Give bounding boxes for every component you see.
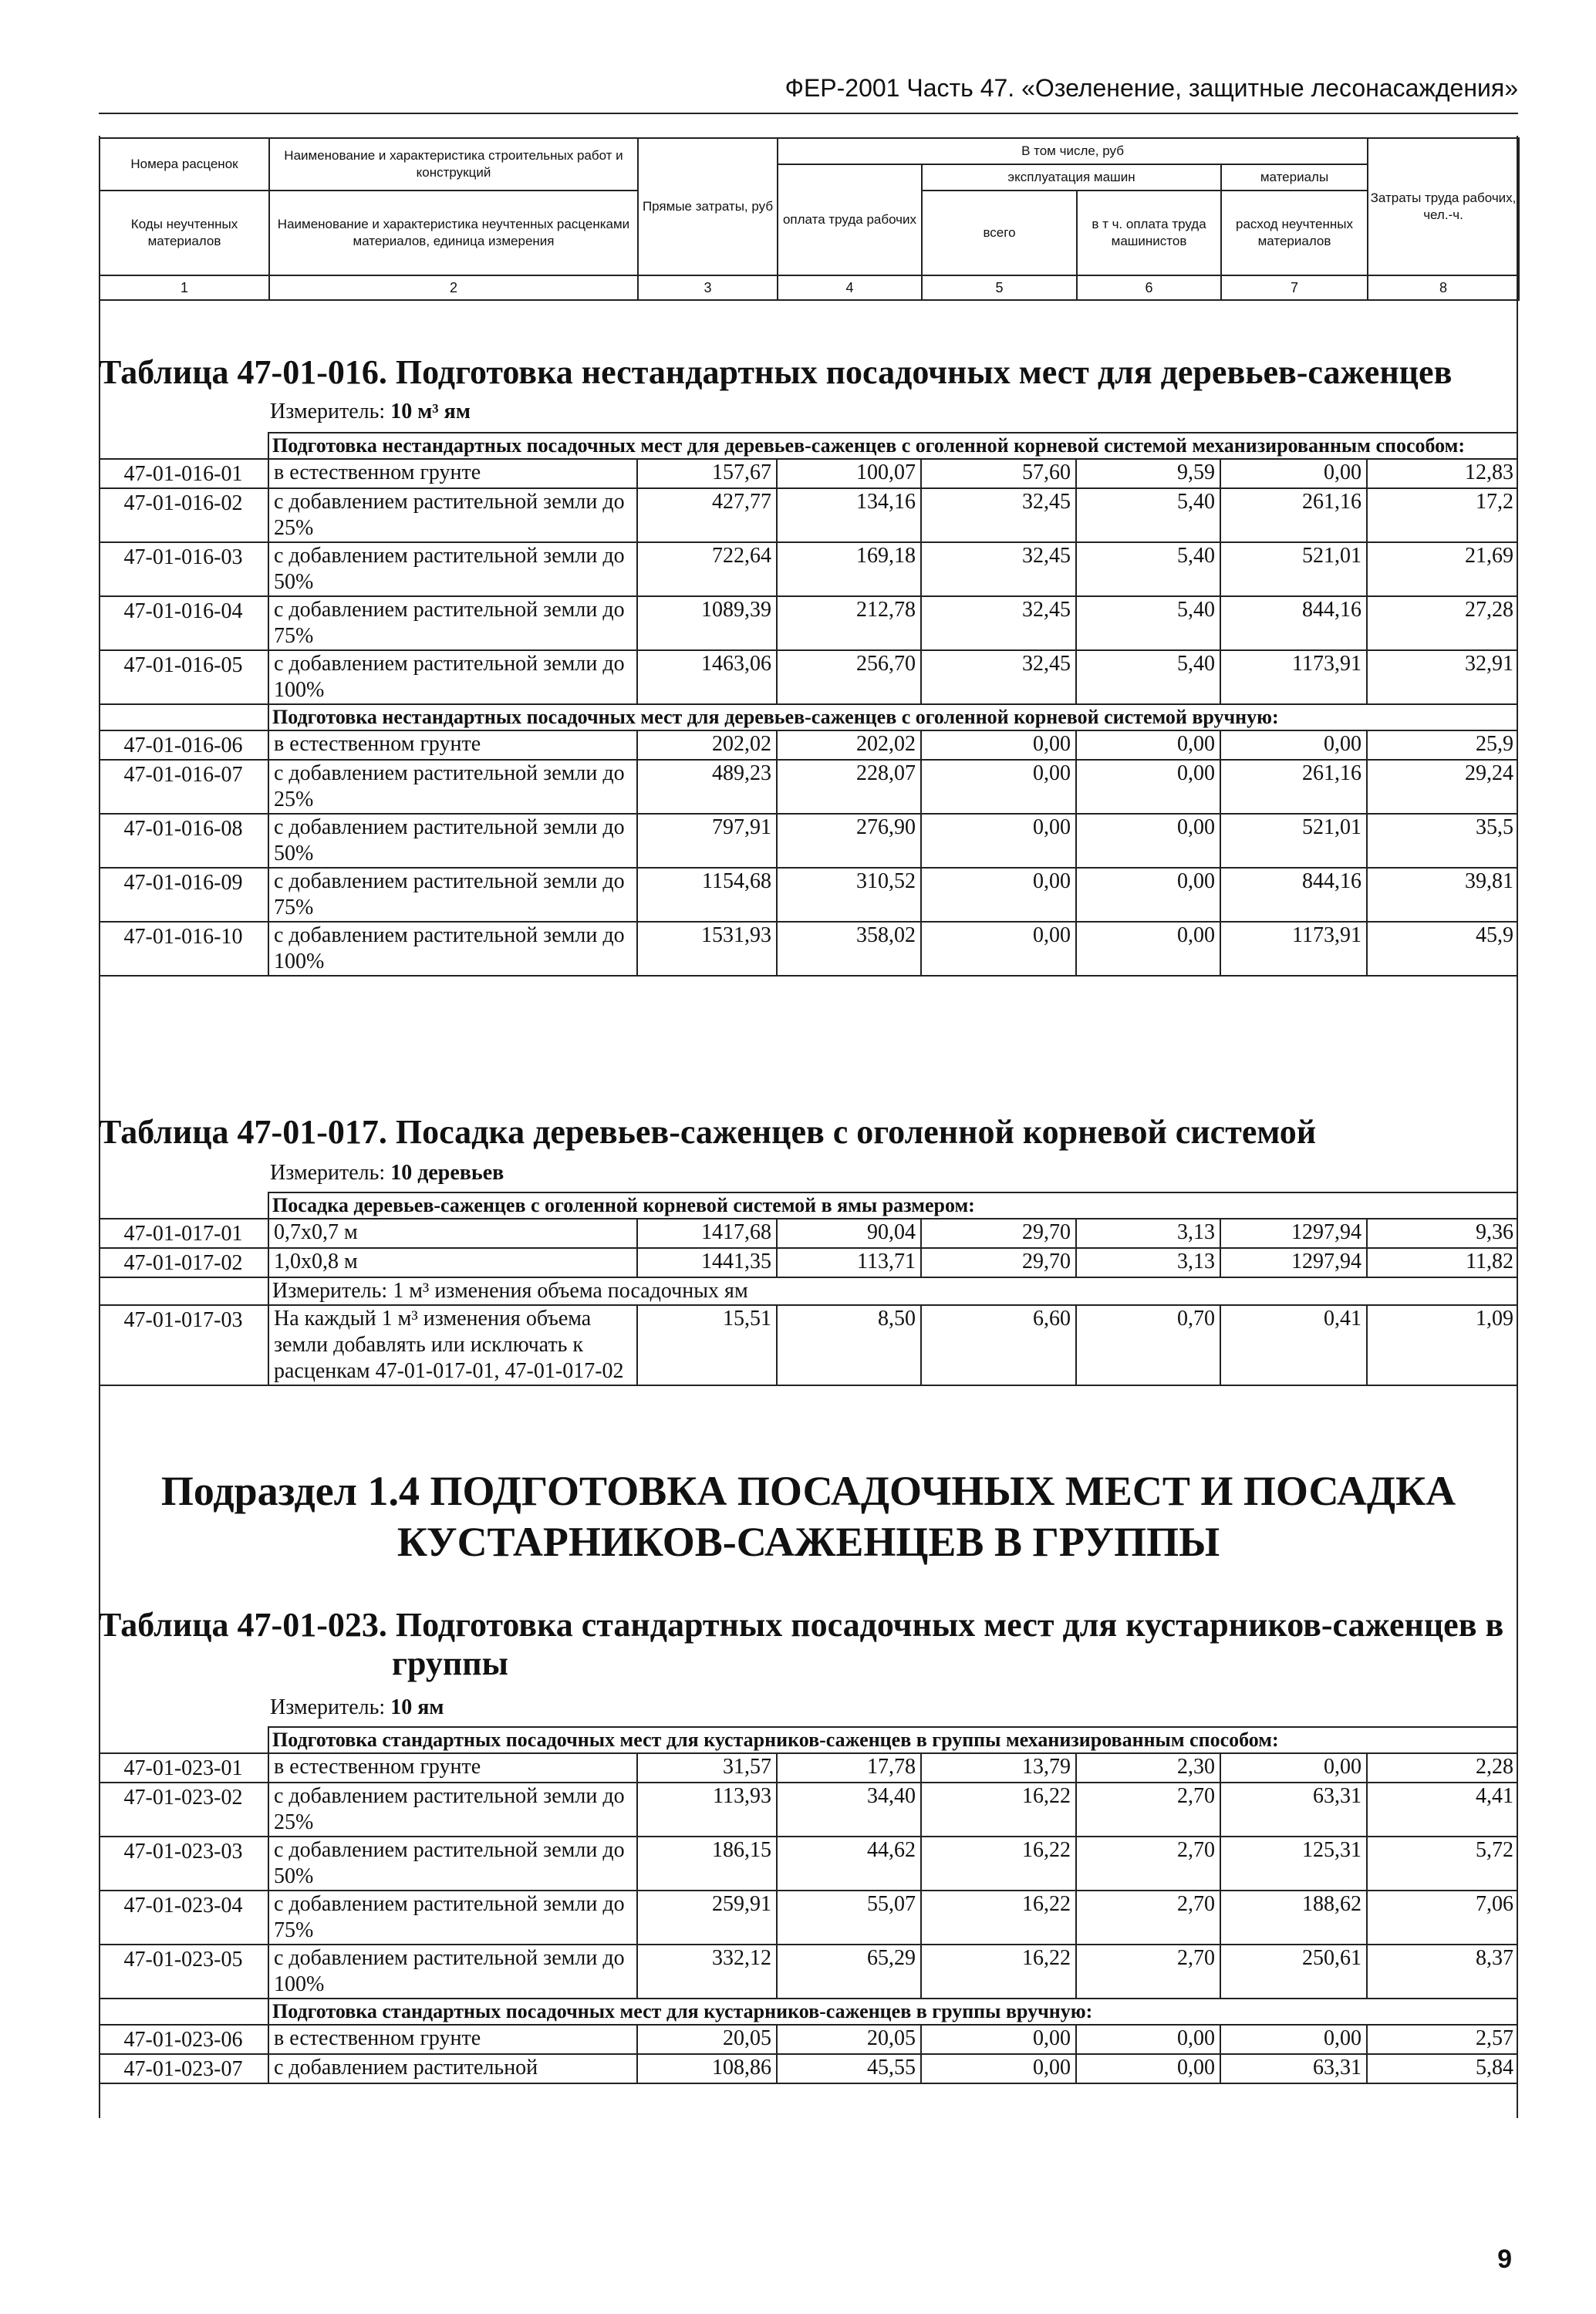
cell-value: 5,40 [1076, 542, 1220, 596]
table-016-group-mechanized: Подготовка нестандартных посадочных мест для деревьев-саженцев с оголенной корневой системой механизированным способом: [268, 433, 1518, 459]
table-row [99, 459, 1518, 488]
work-name: с добавлением растительной [268, 2054, 637, 2083]
work-name: в естественном грунте [268, 2025, 637, 2054]
table-row [99, 488, 1518, 542]
table-017 [99, 1192, 1518, 1386]
cell-value: 1297,94 [1220, 1219, 1367, 1248]
rate-code: 47-01-017-02 [99, 1248, 268, 1277]
cell-value: 35,5 [1367, 814, 1518, 868]
col-name-bottom: Наименование и характеристика неучтенных расценками материалов, единица измерения [269, 191, 638, 275]
col-number: 3 [638, 275, 778, 300]
cell-value: 202,02 [777, 730, 921, 760]
cell-value: 797,91 [637, 814, 777, 868]
table-row [99, 2025, 1518, 2054]
table-016 [99, 432, 1518, 977]
cell-value: 0,00 [1220, 2025, 1367, 2054]
cell-value: 1173,91 [1220, 922, 1367, 976]
col-number: 5 [922, 275, 1077, 300]
cell-value: 21,69 [1367, 542, 1518, 596]
cell-value: 1417,68 [637, 1219, 777, 1248]
cell-value: 3,13 [1076, 1219, 1220, 1248]
cell-value: 134,16 [777, 488, 921, 542]
cell-value: 7,06 [1367, 1891, 1518, 1945]
table-row [99, 1248, 1518, 1277]
rate-code: 47-01-023-07 [99, 2054, 268, 2083]
cell-value: 17,78 [777, 1753, 921, 1783]
cell-value: 261,16 [1220, 760, 1367, 814]
work-name: с добавлением растительной земли до 75% [268, 596, 637, 650]
col-machines: эксплуатация машин [922, 164, 1221, 191]
cell-value: 1531,93 [637, 922, 777, 976]
cell-value: 39,81 [1367, 868, 1518, 922]
col-number: 6 [1077, 275, 1221, 300]
cell-value: 45,9 [1367, 922, 1518, 976]
cell-value: 2,28 [1367, 1753, 1518, 1783]
table-023-title-line-2: группы [392, 1644, 508, 1682]
cell-value: 31,57 [637, 1753, 777, 1783]
work-name: в естественном грунте [268, 459, 637, 488]
col-labor-cost: Затраты труда рабочих, чел.-ч. [1368, 138, 1519, 275]
cell-value: 0,00 [1076, 730, 1220, 760]
table-row [99, 760, 1518, 814]
cell-value: 5,40 [1076, 488, 1220, 542]
cell-value: 17,2 [1367, 488, 1518, 542]
cell-value: 2,70 [1076, 1837, 1220, 1891]
table-023 [99, 1726, 1518, 2084]
work-name: с добавлением растительной земли до 50% [268, 1837, 637, 1891]
cell-value: 188,62 [1220, 1891, 1367, 1945]
page-number: 9 [1497, 2245, 1512, 2274]
table-row [99, 1945, 1518, 1999]
cell-value: 0,00 [921, 2025, 1076, 2054]
cell-value: 29,70 [921, 1219, 1076, 1248]
rate-code: 47-01-016-05 [99, 650, 268, 704]
rate-code: 47-01-023-03 [99, 1837, 268, 1891]
table-023-measure [270, 1695, 444, 1720]
cell-value: 11,82 [1367, 1248, 1518, 1277]
cell-value: 521,01 [1220, 542, 1367, 596]
work-name: в естественном грунте [268, 730, 637, 760]
cell-value: 2,57 [1367, 2025, 1518, 2054]
cell-value: 0,00 [921, 814, 1076, 868]
table-row [99, 542, 1518, 596]
cell-value: 32,45 [921, 650, 1076, 704]
rate-code: 47-01-023-05 [99, 1945, 268, 1999]
cell-value: 113,71 [777, 1248, 921, 1277]
cell-value: 13,79 [921, 1753, 1076, 1783]
cell-value: 55,07 [777, 1891, 921, 1945]
cell-value: 2,70 [1076, 1891, 1220, 1945]
cell-value: 1297,94 [1220, 1248, 1367, 1277]
col-direct: Прямые затраты, руб [638, 138, 778, 275]
rate-code: 47-01-016-08 [99, 814, 268, 868]
cell-value: 32,45 [921, 596, 1076, 650]
cell-value: 844,16 [1220, 868, 1367, 922]
cell-value: 100,07 [777, 459, 921, 488]
column-header-table [99, 137, 1520, 301]
work-name: с добавлением растительной земли до 75% [268, 868, 637, 922]
cell-value: 0,00 [921, 760, 1076, 814]
cell-value: 44,62 [777, 1837, 921, 1891]
header-rule [99, 113, 1518, 114]
rate-code: 47-01-016-04 [99, 596, 268, 650]
table-023-title-line-1: Таблица 47-01-023. Подготовка стандартных посадочных мест для кустарников-саженцев в [99, 1606, 1504, 1644]
cell-value: 20,05 [637, 2025, 777, 2054]
cell-value: 4,41 [1367, 1783, 1518, 1837]
table-016-measure [270, 400, 471, 424]
table-row [99, 1891, 1518, 1945]
col-number: 7 [1221, 275, 1368, 300]
table-023-group-manual: Подготовка стандартных посадочных мест для кустарников-саженцев в группы вручную: [268, 1999, 1518, 2025]
rate-code: 47-01-016-07 [99, 760, 268, 814]
cell-value: 256,70 [777, 650, 921, 704]
cell-value: 250,61 [1220, 1945, 1367, 1999]
cell-value: 29,24 [1367, 760, 1518, 814]
cell-value: 16,22 [921, 1783, 1076, 1837]
table-row [99, 922, 1518, 976]
cell-value: 1,09 [1367, 1305, 1518, 1385]
cell-value: 310,52 [777, 868, 921, 922]
cell-value: 844,16 [1220, 596, 1367, 650]
rate-code: 47-01-016-09 [99, 868, 268, 922]
cell-value: 1089,39 [637, 596, 777, 650]
cell-value: 332,12 [637, 1945, 777, 1999]
rate-code: 47-01-017-03 [99, 1305, 268, 1385]
cell-value: 0,41 [1220, 1305, 1367, 1385]
col-name-top: Наименование и характеристика строительных работ и конструкций [269, 138, 638, 191]
cell-value: 125,31 [1220, 1837, 1367, 1891]
rate-code: 47-01-016-03 [99, 542, 268, 596]
cell-value: 228,07 [777, 760, 921, 814]
table-row [99, 1753, 1518, 1783]
cell-value: 5,72 [1367, 1837, 1518, 1891]
table-023-title [99, 1606, 1518, 1683]
cell-value: 0,00 [1076, 2054, 1220, 2083]
cell-value: 2,70 [1076, 1783, 1220, 1837]
work-name: с добавлением растительной земли до 75% [268, 1891, 637, 1945]
cell-value: 45,55 [777, 2054, 921, 2083]
cell-value: 20,05 [777, 2025, 921, 2054]
measure-value: 10 ям [390, 1695, 444, 1719]
table-017-group: Посадка деревьев-саженцев с оголенной корневой системой в ямы размером: [268, 1192, 1518, 1219]
col-incl: В том числе, руб [778, 138, 1368, 164]
table-row [99, 596, 1518, 650]
cell-value: 8,50 [777, 1305, 921, 1385]
cell-value: 65,29 [777, 1945, 921, 1999]
cell-value: 2,70 [1076, 1945, 1220, 1999]
work-name: с добавлением растительной земли до 25% [268, 488, 637, 542]
col-machines-labor: в т ч. оплата труда машинистов [1077, 191, 1221, 275]
cell-value: 16,22 [921, 1945, 1076, 1999]
cell-value: 29,70 [921, 1248, 1076, 1277]
work-name: с добавлением растительной земли до 25% [268, 1783, 637, 1837]
col-materials-unaccounted: расход неучтенных материалов [1221, 191, 1368, 275]
cell-value: 0,00 [921, 2054, 1076, 2083]
table-row [99, 868, 1518, 922]
table-row [99, 1837, 1518, 1891]
cell-value: 12,83 [1367, 459, 1518, 488]
col-code-bottom: Коды неучтенных материалов [100, 191, 269, 275]
cell-value: 108,86 [637, 2054, 777, 2083]
rate-code: 47-01-016-06 [99, 730, 268, 760]
work-name: На каждый 1 м³ изменения объема земли добавлять или исключать к расценкам 47-01-017-01, 47-01-017-02 [268, 1305, 637, 1385]
cell-value: 63,31 [1220, 1783, 1367, 1837]
cell-value: 5,40 [1076, 596, 1220, 650]
table-017-measure-2: Измеритель: 1 м³ изменения объема посадочных ям [268, 1277, 1518, 1305]
cell-value: 15,51 [637, 1305, 777, 1385]
rate-code: 47-01-023-02 [99, 1783, 268, 1837]
cell-value: 16,22 [921, 1891, 1076, 1945]
cell-value: 1173,91 [1220, 650, 1367, 704]
cell-value: 521,01 [1220, 814, 1367, 868]
measure-value: 10 м³ ям [390, 400, 471, 423]
table-017-title: Таблица 47-01-017. Посадка деревьев-саженцев с оголенной корневой системой [99, 1113, 1317, 1151]
cell-value: 9,59 [1076, 459, 1220, 488]
cell-value: 722,64 [637, 542, 777, 596]
measure-prefix: Измеритель: [270, 1695, 391, 1719]
cell-value: 186,15 [637, 1837, 777, 1891]
table-023-group-mechanized: Подготовка стандартных посадочных мест для кустарников-саженцев в группы механизированным способом: [268, 1727, 1518, 1753]
work-name: с добавлением растительной земли до 100% [268, 650, 637, 704]
col-code-top: Номера расценок [100, 138, 269, 191]
cell-value: 5,84 [1367, 2054, 1518, 2083]
col-number: 8 [1368, 275, 1519, 300]
measure-prefix: Измеритель: [270, 400, 391, 423]
cell-value: 358,02 [777, 922, 921, 976]
cell-value: 5,40 [1076, 650, 1220, 704]
cell-value: 32,91 [1367, 650, 1518, 704]
subsection-line-2: КУСТАРНИКОВ-САЖЕНЦЕВ В ГРУППЫ [396, 1519, 1220, 1565]
col-number: 4 [778, 275, 922, 300]
rate-code: 47-01-023-01 [99, 1753, 268, 1783]
cell-value: 0,00 [1076, 760, 1220, 814]
col-labor-pay: оплата труда рабочих [778, 164, 922, 275]
cell-value: 0,00 [1076, 814, 1220, 868]
cell-value: 0,70 [1076, 1305, 1220, 1385]
cell-value: 0,00 [1220, 1753, 1367, 1783]
rate-code: 47-01-016-01 [99, 459, 268, 488]
table-017-measure [270, 1161, 504, 1186]
table-row [99, 814, 1518, 868]
work-name: с добавлением растительной земли до 50% [268, 814, 637, 868]
subsection-line-1: Подраздел 1.4 ПОДГОТОВКА ПОСАДОЧНЫХ МЕСТ И ПОСАДКА [160, 1468, 1456, 1514]
cell-value: 1463,06 [637, 650, 777, 704]
table-row [99, 2054, 1518, 2083]
col-materials: материалы [1221, 164, 1368, 191]
cell-value: 259,91 [637, 1891, 777, 1945]
measure-value: 10 деревьев [390, 1161, 504, 1185]
cell-value: 276,90 [777, 814, 921, 868]
rate-code: 47-01-023-04 [99, 1891, 268, 1945]
subsection-heading [99, 1466, 1518, 1567]
work-name: с добавлением растительной земли до 100% [268, 1945, 637, 1999]
table-row [99, 730, 1518, 760]
cell-value: 427,77 [637, 488, 777, 542]
table-016-title: Таблица 47-01-016. Подготовка нестандартных посадочных мест для деревьев-саженцев [99, 353, 1453, 391]
cell-value: 27,28 [1367, 596, 1518, 650]
cell-value: 57,60 [921, 459, 1076, 488]
cell-value: 2,30 [1076, 1753, 1220, 1783]
work-name: с добавлением растительной земли до 100% [268, 922, 637, 976]
work-name: с добавлением растительной земли до 50% [268, 542, 637, 596]
cell-value: 32,45 [921, 488, 1076, 542]
cell-value: 1154,68 [637, 868, 777, 922]
table-row [99, 650, 1518, 704]
cell-value: 0,00 [1220, 730, 1367, 760]
work-name: с добавлением растительной земли до 25% [268, 760, 637, 814]
measure-prefix: Измеритель: [270, 1161, 391, 1185]
table-016-group-manual: Подготовка нестандартных посадочных мест для деревьев-саженцев с оголенной корневой системой вручную: [268, 704, 1518, 730]
cell-value: 6,60 [921, 1305, 1076, 1385]
cell-value: 169,18 [777, 542, 921, 596]
rate-code: 47-01-016-02 [99, 488, 268, 542]
cell-value: 63,31 [1220, 2054, 1367, 2083]
cell-value: 0,00 [921, 868, 1076, 922]
work-name: 1,0x0,8 м [268, 1248, 637, 1277]
cell-value: 8,37 [1367, 1945, 1518, 1999]
cell-value: 16,22 [921, 1837, 1076, 1891]
table-row [99, 1305, 1518, 1385]
cell-value: 34,40 [777, 1783, 921, 1837]
cell-value: 0,00 [1076, 2025, 1220, 2054]
rate-code: 47-01-016-10 [99, 922, 268, 976]
cell-value: 3,13 [1076, 1248, 1220, 1277]
cell-value: 25,9 [1367, 730, 1518, 760]
cell-value: 212,78 [777, 596, 921, 650]
col-number: 2 [269, 275, 638, 300]
cell-value: 202,02 [637, 730, 777, 760]
cell-value: 90,04 [777, 1219, 921, 1248]
work-name: в естественном грунте [268, 1753, 637, 1783]
work-name: 0,7x0,7 м [268, 1219, 637, 1248]
cell-value: 9,36 [1367, 1219, 1518, 1248]
cell-value: 32,45 [921, 542, 1076, 596]
cell-value: 0,00 [921, 922, 1076, 976]
cell-value: 113,93 [637, 1783, 777, 1837]
rate-code: 47-01-017-01 [99, 1219, 268, 1248]
table-row [99, 1219, 1518, 1248]
cell-value: 261,16 [1220, 488, 1367, 542]
col-machines-total: всего [922, 191, 1077, 275]
cell-value: 0,00 [1220, 459, 1367, 488]
cell-value: 157,67 [637, 459, 777, 488]
rate-code: 47-01-023-06 [99, 2025, 268, 2054]
col-number: 1 [100, 275, 269, 300]
running-header: ФЕР-2001 Часть 47. «Озеленение, защитные лесонасаждения» [785, 74, 1518, 102]
cell-value: 0,00 [1076, 922, 1220, 976]
table-row [99, 1783, 1518, 1837]
cell-value: 0,00 [1076, 868, 1220, 922]
cell-value: 0,00 [921, 730, 1076, 760]
cell-value: 1441,35 [637, 1248, 777, 1277]
cell-value: 489,23 [637, 760, 777, 814]
